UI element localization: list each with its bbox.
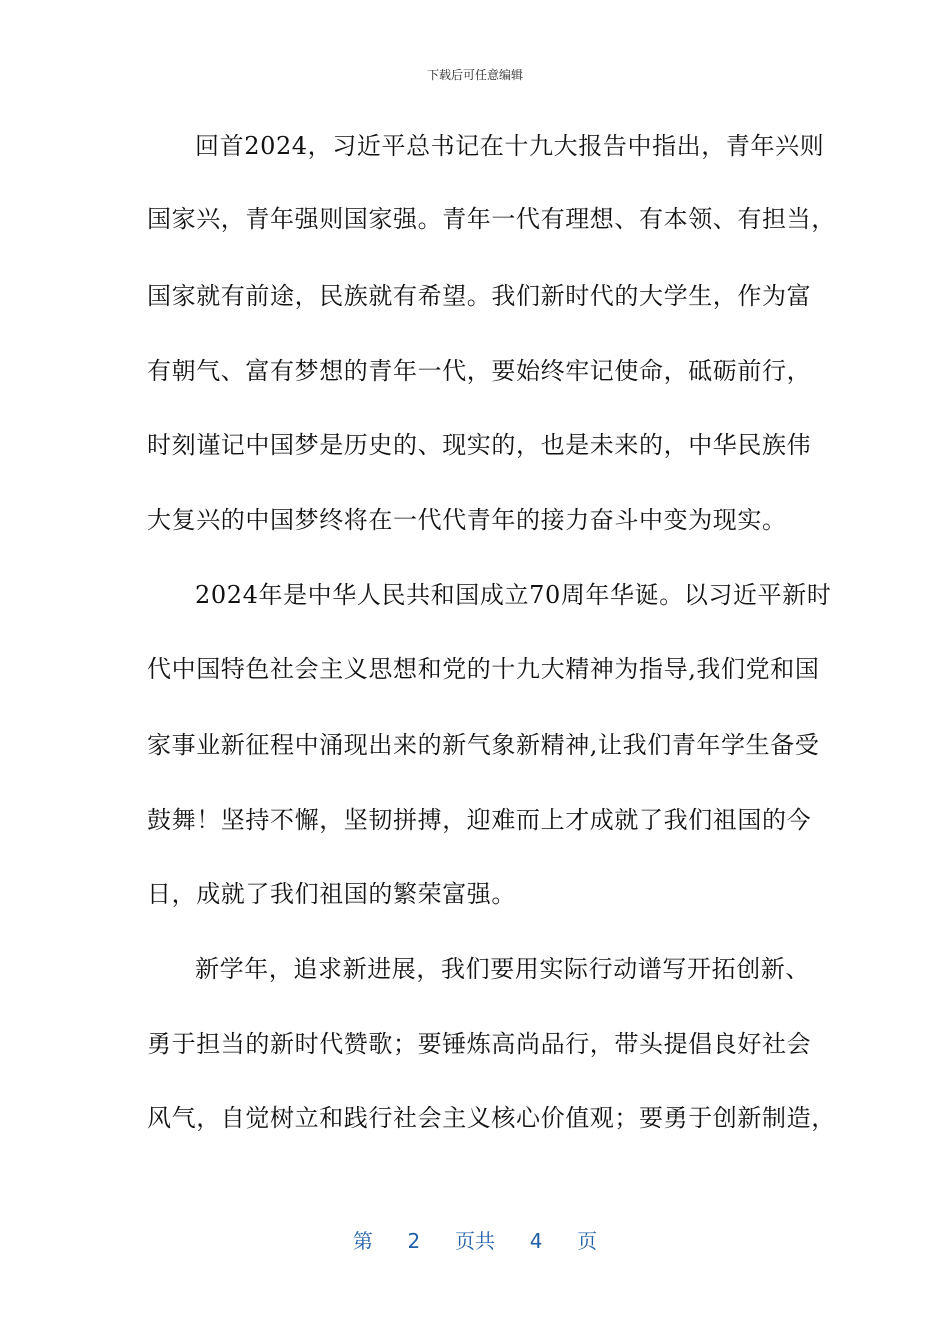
paragraph-1-line-2: 国家兴，青年强则国家强。青年一代有理想、有本领、有担当，: [147, 205, 836, 233]
paragraph-1-line-1: 回首2024，习近平总书记在十九大报告中指出，青年兴则: [195, 132, 825, 160]
paragraph-1-line-5: 时刻谨记中国梦是历史的、现实的，也是未来的，中华民族伟: [147, 431, 812, 459]
paragraph-3-line-1: 新学年，追求新进展，我们要用实际行动谱写开拓创新、: [195, 955, 810, 983]
footer-mid: 页共: [455, 1229, 495, 1253]
paragraph-2-line-5: 日，成就了我们祖国的繁荣富强。: [147, 880, 516, 908]
paragraph-1-line-3: 国家就有前途，民族就有希望。我们新时代的大学生，作为富: [147, 282, 812, 310]
header-note: 下载后可任意编辑: [426, 68, 523, 82]
paragraph-2-line-2: 代中国特色社会主义思想和党的十九大精神为指导,我们党和国: [147, 655, 820, 683]
paragraph-1-line-6: 大复兴的中国梦终将在一代代青年的接力奋斗中变为现实。: [147, 506, 787, 534]
paragraph-2-line-3: 家事业新征程中涌现出来的新气象新精神,让我们青年学生备受: [147, 731, 820, 759]
footer-current-page: 2: [407, 1229, 421, 1253]
paragraph-3-line-3: 风气，自觉树立和践行社会主义核心价值观；要勇于创新制造，: [147, 1104, 836, 1132]
paragraph-3-line-2: 勇于担当的新时代赞歌；要锤炼高尚品行，带头提倡良好社会: [147, 1030, 812, 1058]
paragraph-2-line-1: 2024年是中华人民共和国成立70周年华诞。以习近平新时: [195, 581, 832, 609]
footer-total-pages: 4: [529, 1229, 543, 1253]
footer-prefix: 第: [352, 1229, 373, 1253]
footer-suffix: 页: [577, 1229, 598, 1253]
paragraph-1-line-4: 有朝气、富有梦想的青年一代，要始终牢记使命，砥砺前行，: [147, 357, 812, 385]
page-footer: [0, 1225, 950, 1254]
paragraph-2-line-4: 鼓舞！坚持不懈，坚韧拼搏，迎难而上才成就了我们祖国的今: [147, 806, 812, 834]
